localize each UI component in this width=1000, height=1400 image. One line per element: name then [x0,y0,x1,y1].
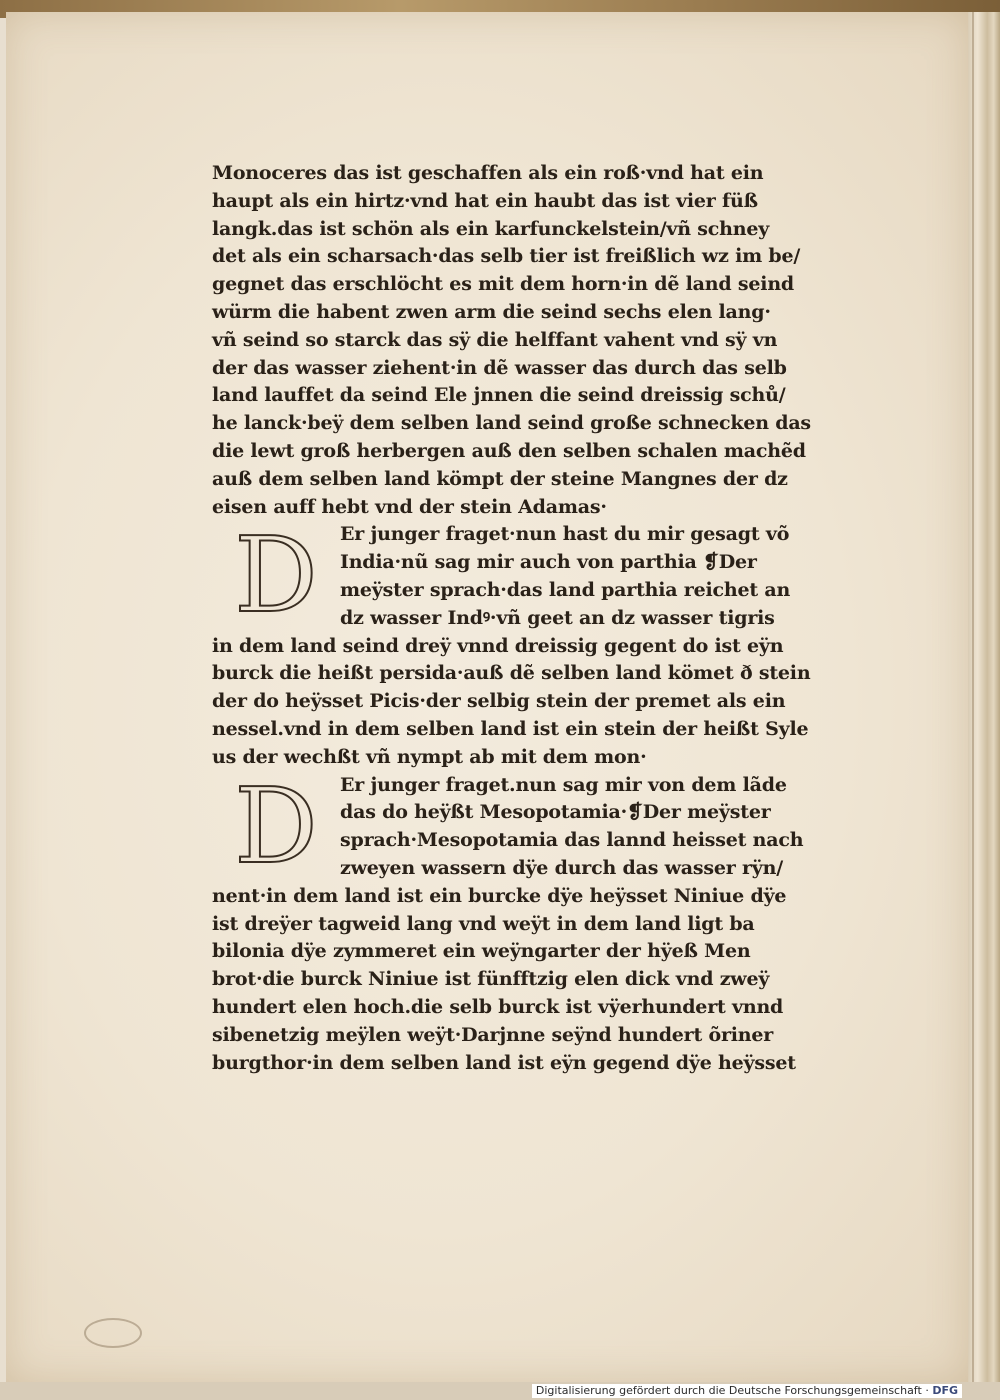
text-line: hundert elen hoch.die selb burck ist vÿerhundert vnnd [212,995,784,1018]
text-line: in dem land seind dreÿ vnnd dreissig gegent do ist eÿn [212,634,784,657]
text-line: nessel.vnd in dem selben land ist ein stein der heißt Syle [212,717,809,740]
dfg-logo: DFG [932,1384,958,1397]
text-line: bilonia dÿe zymmeret ein weÿngarter der hÿeß Men [212,940,751,963]
printed-text-block [212,160,852,1077]
page-edge [968,12,1000,1382]
page-edge-shadow [972,12,974,1382]
text-line: langk.das ist schön als ein karfunckelstein/vñ schney [212,217,770,240]
decorated-initial: D [234,514,318,637]
text-line: he lanck·beÿ dem selben land seind große schnecken das [212,412,811,435]
text-line: Er junger fraget.nun sag mir von dem lãde [340,773,787,796]
text-line: das do heÿßt Mesopotamia·❡Der meÿster [340,801,771,824]
text-line: Monoceres das ist geschaffen als ein roß·vnd hat ein [212,162,764,184]
text-line: der das wasser ziehent·in dẽ wasser das durch das selb [212,356,787,379]
text-line: brot·die burck Niniue ist fünfftzig elen dick vnd zweÿ [212,968,770,991]
text-line: land lauffet da seind Ele jnnen die seind dreissig schů/ [212,384,786,407]
text-line: burgthor·in dem selben land ist eÿn gegend dÿe heÿsset [212,1051,796,1074]
text-line: vñ seind so starck das sÿ die helffant vahent vnd sÿ vn [212,328,778,351]
text-line: India·nũ sag mir auch von parthia ❡Der [340,551,757,574]
text-line: zweyen wassern dÿe durch das wasser rÿn/ [340,856,783,879]
stain-mark [84,1318,142,1348]
text-line: eisen auff hebt vnd der stein Adamas· [212,495,607,518]
text-line: det als ein scharsach·das selb tier ist freißlich wz im be/ [212,245,801,268]
text-line: dz wasser Indꝰ·vñ geet an dz wasser tigris [340,606,775,629]
text-line: sprach·Mesopotamia das lannd heisset nach [340,829,804,852]
text-line: haupt als ein hirtz·vnd hat ein haubt das ist vier füß [212,189,758,212]
text-line: sibenetzig meÿlen weÿt·Darjnne seÿnd hundert õriner [212,1023,774,1046]
paragraph-2 [212,514,852,771]
decorated-initial: D [234,764,318,887]
text-line: nent·in dem land ist ein burcke dÿe heÿsset Niniue dÿe [212,884,787,907]
text-line: meÿster sprach·das land parthia reichet an [340,578,791,601]
text-line: würm die habent zwen arm die seind sechs elen lang· [212,300,771,323]
text-line: ist dreÿer tagweid lang vnd weÿt in dem land ligt ba [212,912,755,935]
paragraph-1 [212,160,852,521]
text-line: burck die heißt persida·auß dẽ selben land kömet ð stein [212,662,811,685]
text-line: auß dem selben land kömpt der steine Mangnes der dz [212,467,788,490]
footer-credit-text: Digitalisierung gefördert durch die Deutsche Forschungsgemeinschaft [535,1384,922,1397]
text-line: gegnet das erschlöcht es mit dem horn·in dẽ land seind [212,273,795,296]
text-line: Er junger fraget·nun hast du mir gesagt võ [340,523,790,546]
paragraph-3 [212,764,852,1078]
text-line: us der wechßt vñ nympt ab mit dem mon· [212,745,647,768]
text-line: die lewt groß herbergen auß den selben schalen machẽd [212,439,806,462]
text-line: der do heÿsset Picis·der selbig stein der premet als ein [212,690,786,713]
dfg-credit-footer: Digitalisierung gefördert durch die Deutsche Forschungsgemeinschaft · DFG [532,1384,962,1398]
